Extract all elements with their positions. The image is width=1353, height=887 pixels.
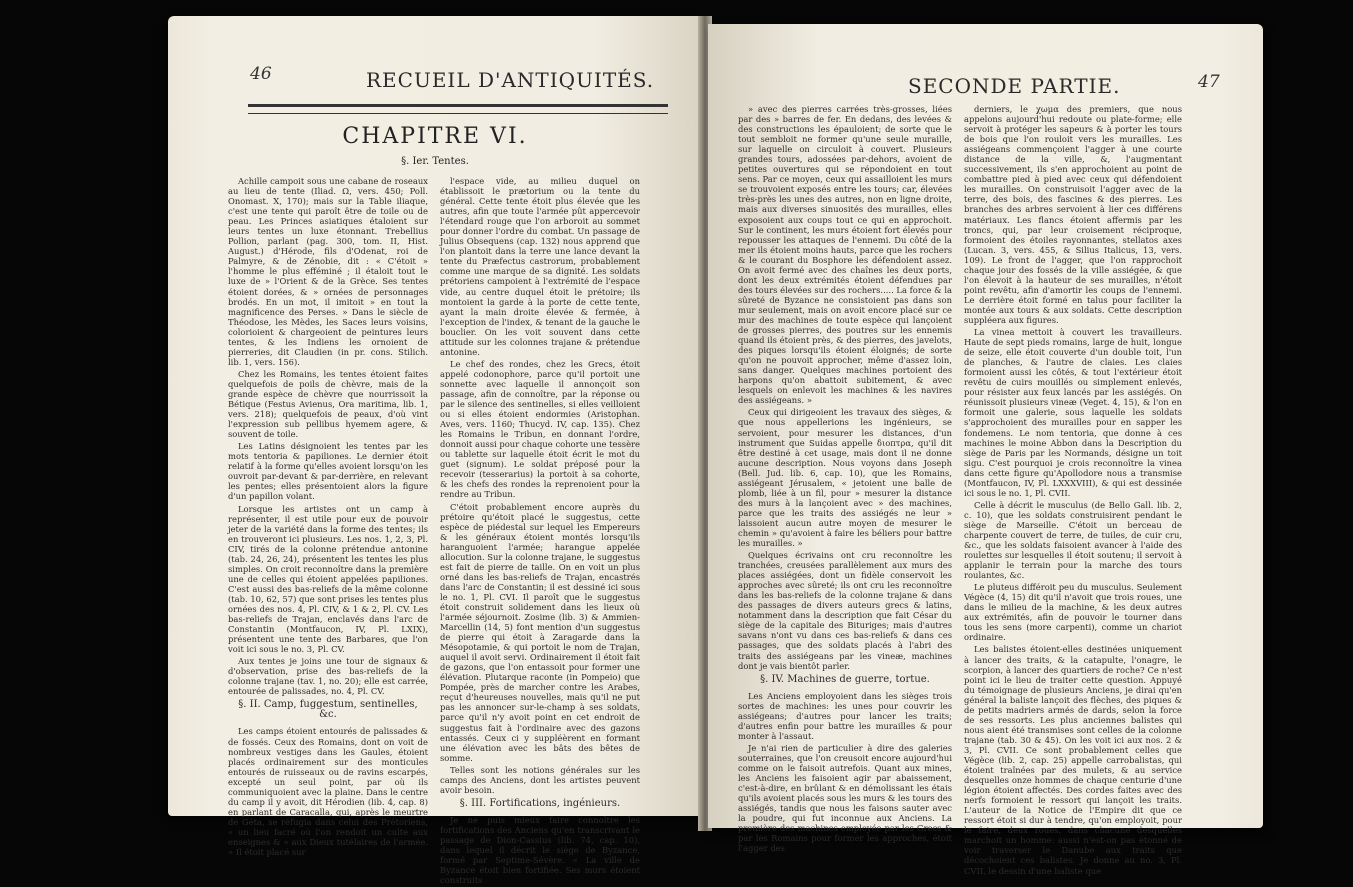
paragraph: Le pluteus différoit peu du musculus. Seulement Végèce (4, 15) dit qu'il n'avoit que trois roues, une dans le milieu de la machine, & les deux autres aux extrémités, afin de pouvoir le tourner dans tous les sens (more carpenti), comme un chariot ordinaire. bbox=[964, 582, 1182, 643]
running-head-right: SECONDE PARTIE. bbox=[908, 74, 1121, 98]
left-column-2 bbox=[440, 176, 640, 887]
section-heading-camp: §. II. Camp, fuggestum, sentinelles, &c. bbox=[238, 699, 418, 721]
paragraph: l'espace vide, au milieu duquel on établissoit le prætorium ou la tente du général. Cette tente étoit plus élevée que les autres, afin que toute l'armée pût appercevoir l'étendard rouge que l'on arboroit au sommet pour donner l'ordre du combat. Un passage de Julius Obsequens (cap. 132) nous apprend que l'on plantoit dans la terre une lance devant la tente du Præfectus castrorum, probablement comme une marque de sa dignité. Les soldats prétoriens campoient à l'extrémité de l'espace vide, au centre duquel étoit le prétoire; ils montoient la garde à la porte de cette tente, ayant la main droite élevée & fermée, à l'exception de l'index, & tenant de la gauche le bouclier. On les voit souvent dans cette attitude sur les colonnes trajane & prétendue antonine. bbox=[440, 176, 640, 357]
running-head-left: RECUEIL D'ANTIQUITÉS. bbox=[366, 68, 655, 92]
double-rule bbox=[248, 104, 668, 114]
paragraph: » avec des pierres carrées très-grosses, liées par des » barres de fer. En dedans, des levées & des constructions les épauloient; de sorte que le tout sembloit ne former qu'une seule muraille, sur laquelle on circuloit à couvert. Plusieurs grandes tours, adossées par-dehors, avoient de petites ouvertures qui se répondoient en tout sens. Par ce moyen, ceux qui assailloient les murs se trouvoient exposés entre les tours; car, élevées très-près les unes des autres, non en ligne droite, mais aux diverses sinuosités des murailles, elles exposoient aux coups tout ce qui en approchoit. Sur le continent, les murs étoient fort élevés pour repousser les attaques de l'ennemi. Du côté de la mer ils étoient moins hauts, parce que les rochers & le courant du Bosphore les défendoient assez. On avoit fermé avec des chaînes les deux ports, dont les deux extrémités étoient défendues par des tours élevées sur des rochers..... La force & la sûreté de Byzance ne consistoient pas dans son mur seulement, mais on avoit encore placé sur ce mur des machines de toute espèce qui lançoient de grosses pierres, des poutres sur les ennemis quand ils étoient près, & des pierres, des javelots, des piques lorsqu'ils étoient éloignés; de sorte qu'on ne pouvoit approcher, même d'assez loin, sans danger. Quelques machines portoient des harpons qu'on abattoit subitement, & avec lesquels on enlevoit les machines & les navires des assiégeans. » bbox=[738, 104, 952, 406]
paragraph: C'étoit probablement encore auprès du prétoire qu'étoit placé le suggestus, cette espèce de piédestal sur lequel les Empereurs & les généraux étoient montés lorsqu'ils haranguoient l'armée; harangue appelée allocution. Sur la colonne trajane, le suggestus est fait de pierre de taille. On en voit un plus orné dans les bas-reliefs de Trajan, encastrés dans l'arc de Constantin; il est dessiné ici sous le no. 1, Pl. CVI. Il paroît que le suggestus étoit construit solidement dans les lieux où l'armée séjournoit. Zosime (lib. 3) & Ammien-Marcellin (14, 5) font mention d'un suggestus de pierre qui étoit à Zaragarde dans la Mésopotamie, & qui portoit le nom de Trajan, auquel il avoit servi. Ordinairement il étoit fait de gazons, que l'on entassoit pour former une élévation. Plutarque raconte (in Pompeio) que Pompée, près de marcher contre les Arabes, reçut d'heureuses nouvelles, mais qu'il ne put pas les annoncer sur-le-champ à ses soldats, parce qu'il n'y avoit point en cet endroit de suggestus fait à l'ordinaire avec des gazons entassés. Ceux ci y suppléèrent en formant une élévation avec les bâts des bêtes de somme. bbox=[440, 501, 640, 763]
section-heading-machines: §. IV. Machines de guerre, tortue. bbox=[760, 673, 930, 685]
page-number-left: 46 bbox=[250, 64, 272, 84]
paragraph: La vinea mettoit à couvert les travailleurs. Haute de sept pieds romains, large de huit, longue de seize, elle étoit couverte d'un double toit, l'un de planches, & l'autre de claies. Les claies formoient aussi les côtés, & tout l'extérieur étoit revêtu de cuirs mouillés ou simplement enlevés, pour résister aux feux lancés par les assiégés. On réunissoit plusieurs vineæ (Veget. 4, 15), & l'on en formoit une galerie, sous laquelle les soldats s'approchoient des murailles pour en sapper les fondemens. Le nom tentoria, que donne à ces machines le moine Abbon dans la Description du siège de Paris par les Normands, désigne un toit sigu. C'est pourquoi je crois reconnoître la vinea dans cette figure qu'Apollodore nous a transmise (Montfaucon, IV, Pl. LXXXVIII), & qui est dessinée ici sous le no. 1, Pl. CVII. bbox=[964, 327, 1182, 498]
paragraph: Les balistes étoient-elles destinées uniquement à lancer des traits, & la catapulte, l'onagre, le scorpion, à lancer des quartiers de roche? Ce n'est point ici le lieu de traiter cette question. Appuyé du témoignage de plusieurs Anciens, je dirai qu'en général la baliste lançoit des flèches, des piques & de petits madriers armés de dards, selon la force de ses ressorts. Les plus anciennes balistes qui nous aient été transmises sont celles de la colonne trajane (tab. 30 & 45). On les voit ici aux nos. 2 & 3, Pl. CVII. Ce sont probablement celles que Végèce (lib. 2, cap. 25) appelle carrobalistas, qui étoient traînées par des mulets, & au service desquelles onze hommes de chaque centurie d'une légion étoient affectés. Des cordes faites avec des nerfs formoient le ressort qui lançoit les traits. L'auteur de la Notice de l'Empire dit que ce ressort étoit si dur à tendre, qu'on employoit, pour le faire, deux roues, dans chacune desquelles marchoit un homme: aussi n'est-on pas étonné de voir traverser le Danube aux traits que décochoient ces balistes. Je donne au no. 3, Pl. CVII, le dessin d'une baliste que bbox=[964, 644, 1182, 876]
paragraph: derniers, le χωμα des premiers, que nous appelons aujourd'hui redoute ou plate-forme; elle servoit à protéger les sapeurs & à porter les tours de bois que l'on rouloit vers les murailles. Les assiégeans commençoient l'agger à une courte distance de la ville, &, l'augmentant successivement, ils s'en approchoient au point de combattre pied à pied avec ceux qui défendoient les murailles. On construisoit l'agger avec de la terre, des bois, des fascines & des pierres. Les branches des arbres servoient à lier ces différens matériaux. Les flancs étoient affermis par les troncs, qui, par leur croisement réciproque, formoient des étoiles rayonnantes, stellatos axes (Lucan. 3, vers. 455, & Silius Italicus, 13, vers. 109). Le front de l'agger, que l'on rapprochoit chaque jour des fossés de la ville assiégée, & que l'on élevoit à la hauteur de ses murailles, n'étoit point revêtu, afin d'amortir les coups de l'ennemi. Le derrière étoit formé en talus pour faciliter la montée aux tours & aux soldats. Cette description suppléera aux figures. bbox=[964, 104, 1182, 325]
paragraph: Je n'ai rien de particulier à dire des galeries souterraines, que l'on creusoit encore aujourd'hui comme on le faisoit autrefois. Quant aux mines, les Anciens les faisoient agir par abaissement, c'est-à-dire, en brûlant & en démolissant les étais qu'ils avoient placés sous les murs & les tours des assiégés, tandis que nous les faisons sauter avec la poudre, qui fut inconnue aux Anciens. La première des machines employée par les Grecs & par les Romains pour former les approches, étoit l'agger des bbox=[738, 742, 952, 854]
paragraph: Le chef des rondes, chez les Grecs, étoit appelé codonophore, parce qu'il portoit une sonnette avec laquelle il annonçoit son passage, afin de connoître, par la réponse ou par le silence des sentinelles, si elles veilloient ou si elles étoient endormies (Aristophan. Aves, vers. 1160; Thucyd. IV, cap. 135). Chez les Romains le Tribun, en donnant l'ordre, donnoit aussi pour chaque cohorte une tessère ou tablette sur laquelle étoit écrit le mot du guet (signum). Le soldat préposé pour la recevoir (tesserarius) la portoit à sa cohorte, & les chefs des rondes la reprenoient pour la rendre au Tribun. bbox=[440, 358, 640, 500]
paragraph: Les camps étoient entourés de palissades & de fossés. Ceux des Romains, dont on voit de nombreux vestiges dans les Gaules, étoient placés ordinairement sur des monticules entourés de ruisseaux ou de ravins escarpés, excepté un seul point, par où ils communiquoient avec la plaine. Dans le centre du camp il y avoit, dit Hérodien (lib. 4, cap. 8) en parlant de Caracalla, qui, après le meurtre de Géta, se réfugia dans celui des Prétoriens, « un lieu facré où l'on rendoit un culte aux enseignes & » aux Dieux tutélaires de l'armée. » Il étoit placé sur bbox=[228, 726, 428, 858]
paragraph: Lorsque les artistes ont un camp à représenter, il est utile pour eux de pouvoir jeter de la variété dans la forme des tentes; ils en trouveront ici plusieurs. Les nos. 1, 2, 3, Pl. CIV, tirés de la colonne prétendue antonine (tab. 24, 26, 24), présentent les tentes les plus simples. On croit reconnoître dans la première une de celles qui étoient appelées papiliones. C'est aussi des bas-reliefs de la même colonne (tab. 10, 62, 57) que sont prises les tentes plus ornées des nos. 4, Pl. CIV, & 1 & 2, Pl. CV. Les bas-reliefs de Trajan, enclavés dans l'arc de Constantin (Montfaucon, IV, Pl. LXIX), présentent une tente des Barbares, que l'on voit ici sous le no. 3, Pl. CV. bbox=[228, 503, 428, 655]
paragraph: Ceux qui dirigeoient les travaux des sièges, & que nous appellerions les ingénieurs, se servoient, pour mesurer les distances, d'un instrument que Suidas appelle διοπτρα, qu'il dit être destiné à cet usage, mais dont il ne donne aucune description. Nous voyons dans Joseph (Bell. Jud. lib. 6, cap. 10), que les Romains, assiégeant Jérusalem, « jetoient une balle de plomb, liée à un fil, pour » mesurer la distance des murs à la lançoient avec » des machines, parce que les traits des assiégés ne leur » laissoient aucun autre moyen de mesurer le chemin » qu'avoient à faire les béliers pour battre les murailles. » bbox=[738, 407, 952, 549]
page-number-right: 47 bbox=[1198, 72, 1220, 92]
right-column-1 bbox=[738, 104, 952, 878]
paragraph: Les Anciens employoient dans les sièges trois sortes de machines: les unes pour couvrir les assiégeans; d'autres pour lancer les traits; d'autres enfin pour battre les murailles & pour monter à l'assaut. bbox=[738, 690, 952, 741]
section-heading-fortifications: §. III. Fortifications, ingénieurs. bbox=[459, 797, 621, 809]
paragraph: Achille campoit sous une cabane de roseaux au lieu de tente (Iliad. Ω, vers. 450; Poll. Onomast. X, 170); mais sur la Table iliaque, c'est une tente qui paroît être de toile ou de peau. Les Princes asiatiques étaloient sur leurs tentes un luxe étonnant. Trebellius Pollion, parlant (pag. 300, tom. II, Hist. August.) d'Hérode, fils d'Odenat, roi de Palmyre, & de Zénobie, dit : « C'étoit » l'homme le plus efféminé ; il étaloit tout le luxe de » l'Orient & de la Grèce. Ses tentes étoient dorées, & » ornées de personnages brodés. En un mot, il imitoit » en tout la magnificence des Perses. » Dans le siècle de Théodose, les Mèdes, les Saces leurs voisins, colorioient & chargeoient de peintures leurs tentes, & les Indiens les ornoient de pierreries, dit Claudien (in pr. cons. Stilich. lib. 1, vers. 156). bbox=[228, 176, 428, 367]
left-col1-paragraphs bbox=[228, 176, 428, 696]
left-page-columns bbox=[228, 176, 640, 887]
section-heading-tentes: §. Ier. Tentes. bbox=[401, 156, 469, 167]
left-page bbox=[168, 16, 702, 886]
right-page-columns bbox=[738, 104, 1182, 878]
paragraph: Aux tentes je joins une tour de signaux & d'observation, prise des bas-reliefs de la colonne trajane (tav. 1, no. 20); elle est carrée, entourée de palissades, no. 4, Pl. CV. bbox=[228, 656, 428, 697]
open-book bbox=[168, 16, 1268, 886]
paragraph: Telles sont les notions générales sur les camps des Anciens, dont les artistes peuvent avoir besoin. bbox=[440, 764, 640, 795]
paragraph: Je ne puis mieux faire connoître les fortifications des Anciens qu'en transcrivant le passage de Dion-Cassius (lib. 74, cap. 10), dans lequel il décrit le siège de Byzance, formé par Septime-Sévère. « La ville de Byzance étoit bien fortifiée. Ses murs étoient construits bbox=[440, 814, 640, 886]
paragraph: Quelques écrivains ont cru reconnoître les tranchées, creusées parallèlement aux murs des places assiégées, dont un fidèle conservoit les approches avec sûreté; ils ont cru les reconnoître dans les bas-reliefs de la colonne trajane & dans des passages de divers auteurs grecs & latins, notamment dans la description que fait César du siège de la capitale des Bituriges; mais d'autres savans n'ont vu dans ces bas-reliefs & dans ces passages, que des soldats placés à l'abri des traits des assiégeans par les vineæ, machines dont je vais bientôt parler. bbox=[738, 550, 952, 671]
left-column-1 bbox=[228, 176, 428, 887]
paragraph: Celle à décrit le musculus (de Bello Gall. lib. 2, c. 10), que les soldats construisirent pendant le siège de Marseille. C'étoit un berceau de charpente couvert de terre, de tuiles, de cuir cru, &c., que les soldats faisoient avancer à l'aide des roulettes sur lesquelles il étoit soutenu; il servoit à applanir le terrain pour la marche des tours roulantes, &c. bbox=[964, 499, 1182, 581]
right-column-2 bbox=[964, 104, 1182, 878]
chapter-title: CHAPITRE VI. bbox=[342, 124, 528, 149]
paragraph: Chez les Romains, les tentes étoient faites quelquefois de poils de chèvre, mais de la grande espèce de chèvre que nourrissoit la Bétique (Festus Avienus, Ora maritima, lib. 1, vers. 218); quelquefois de peaux, d'où vint l'expression sub pellibus hyemem agere, & souvent de toile. bbox=[228, 368, 428, 440]
right-page bbox=[708, 24, 1263, 876]
paragraph: Les Latins désignoient les tentes par les mots tentoria & papiliones. Le dernier étoit relatif à la forme qu'elles avoient lorsqu'on les ouvroit par-devant & par-derrière, en relevant les pentes; elles présentoient alors la figure d'un papillon volant. bbox=[228, 441, 428, 502]
